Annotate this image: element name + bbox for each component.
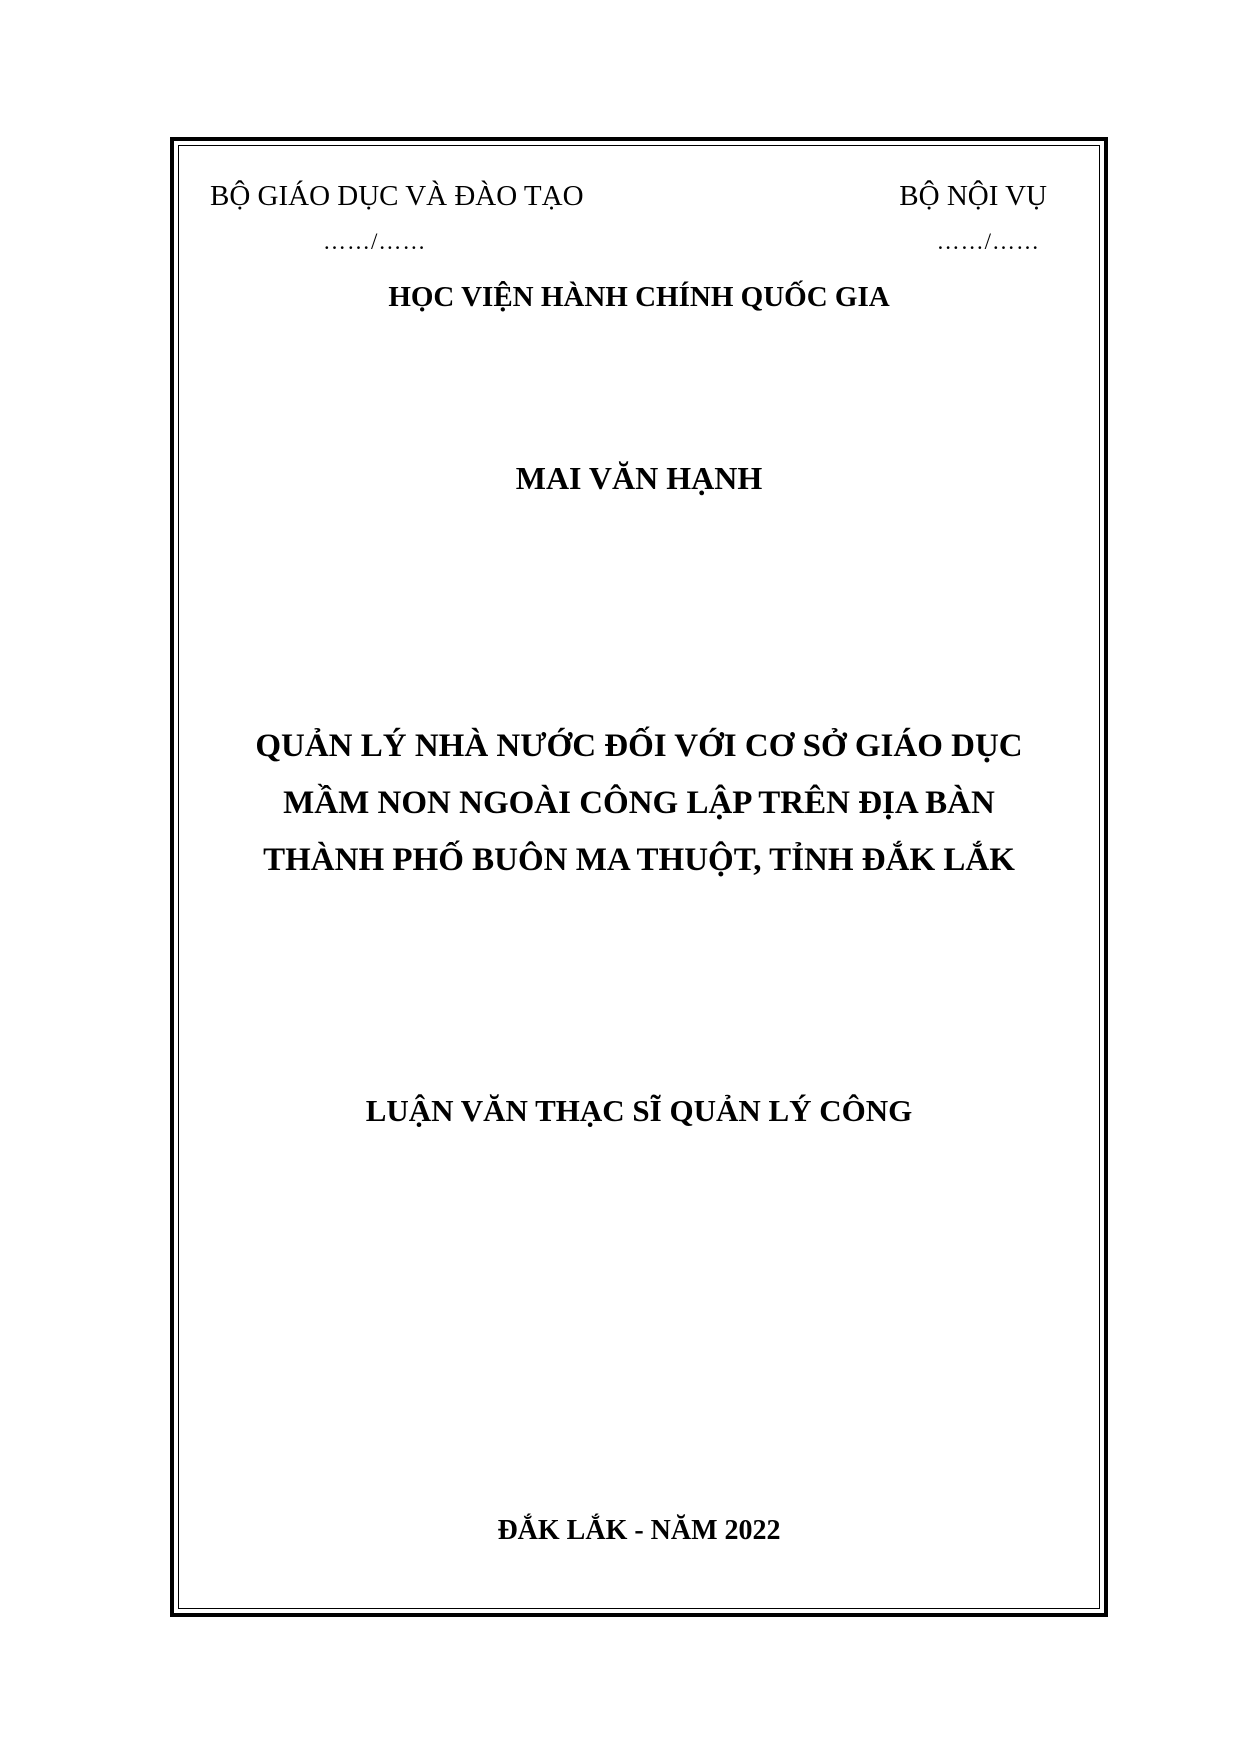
- reference-number-right: ……/……: [936, 229, 1040, 254]
- reference-number-left: ……/……: [323, 229, 427, 254]
- place-and-year: ĐẮK LẮK - NĂM 2022: [497, 1515, 781, 1546]
- thesis-title: [178, 718, 1100, 889]
- degree-type: LUẬN VĂN THẠC SĨ QUẢN LÝ CÔNG: [365, 1093, 913, 1128]
- thesis-title-line-1: QUẢN LÝ NHÀ NƯỚC ĐỐI VỚI CƠ SỞ GIÁO DỤC: [255, 728, 1023, 764]
- ministry-right: BỘ NỘI VỤ: [899, 180, 1047, 212]
- institution-name: HỌC VIỆN HÀNH CHÍNH QUỐC GIA: [388, 281, 890, 313]
- thesis-title-line-2: MẦM NON NGOÀI CÔNG LẬP TRÊN ĐỊA BÀN: [283, 785, 995, 821]
- thesis-title-line-3: THÀNH PHỐ BUÔN MA THUỘT, TỈNH ĐẮK LẮK: [263, 842, 1015, 878]
- author-name: MAI VĂN HẠNH: [515, 460, 763, 496]
- ministry-left: BỘ GIÁO DỤC VÀ ĐÀO TẠO: [210, 180, 584, 212]
